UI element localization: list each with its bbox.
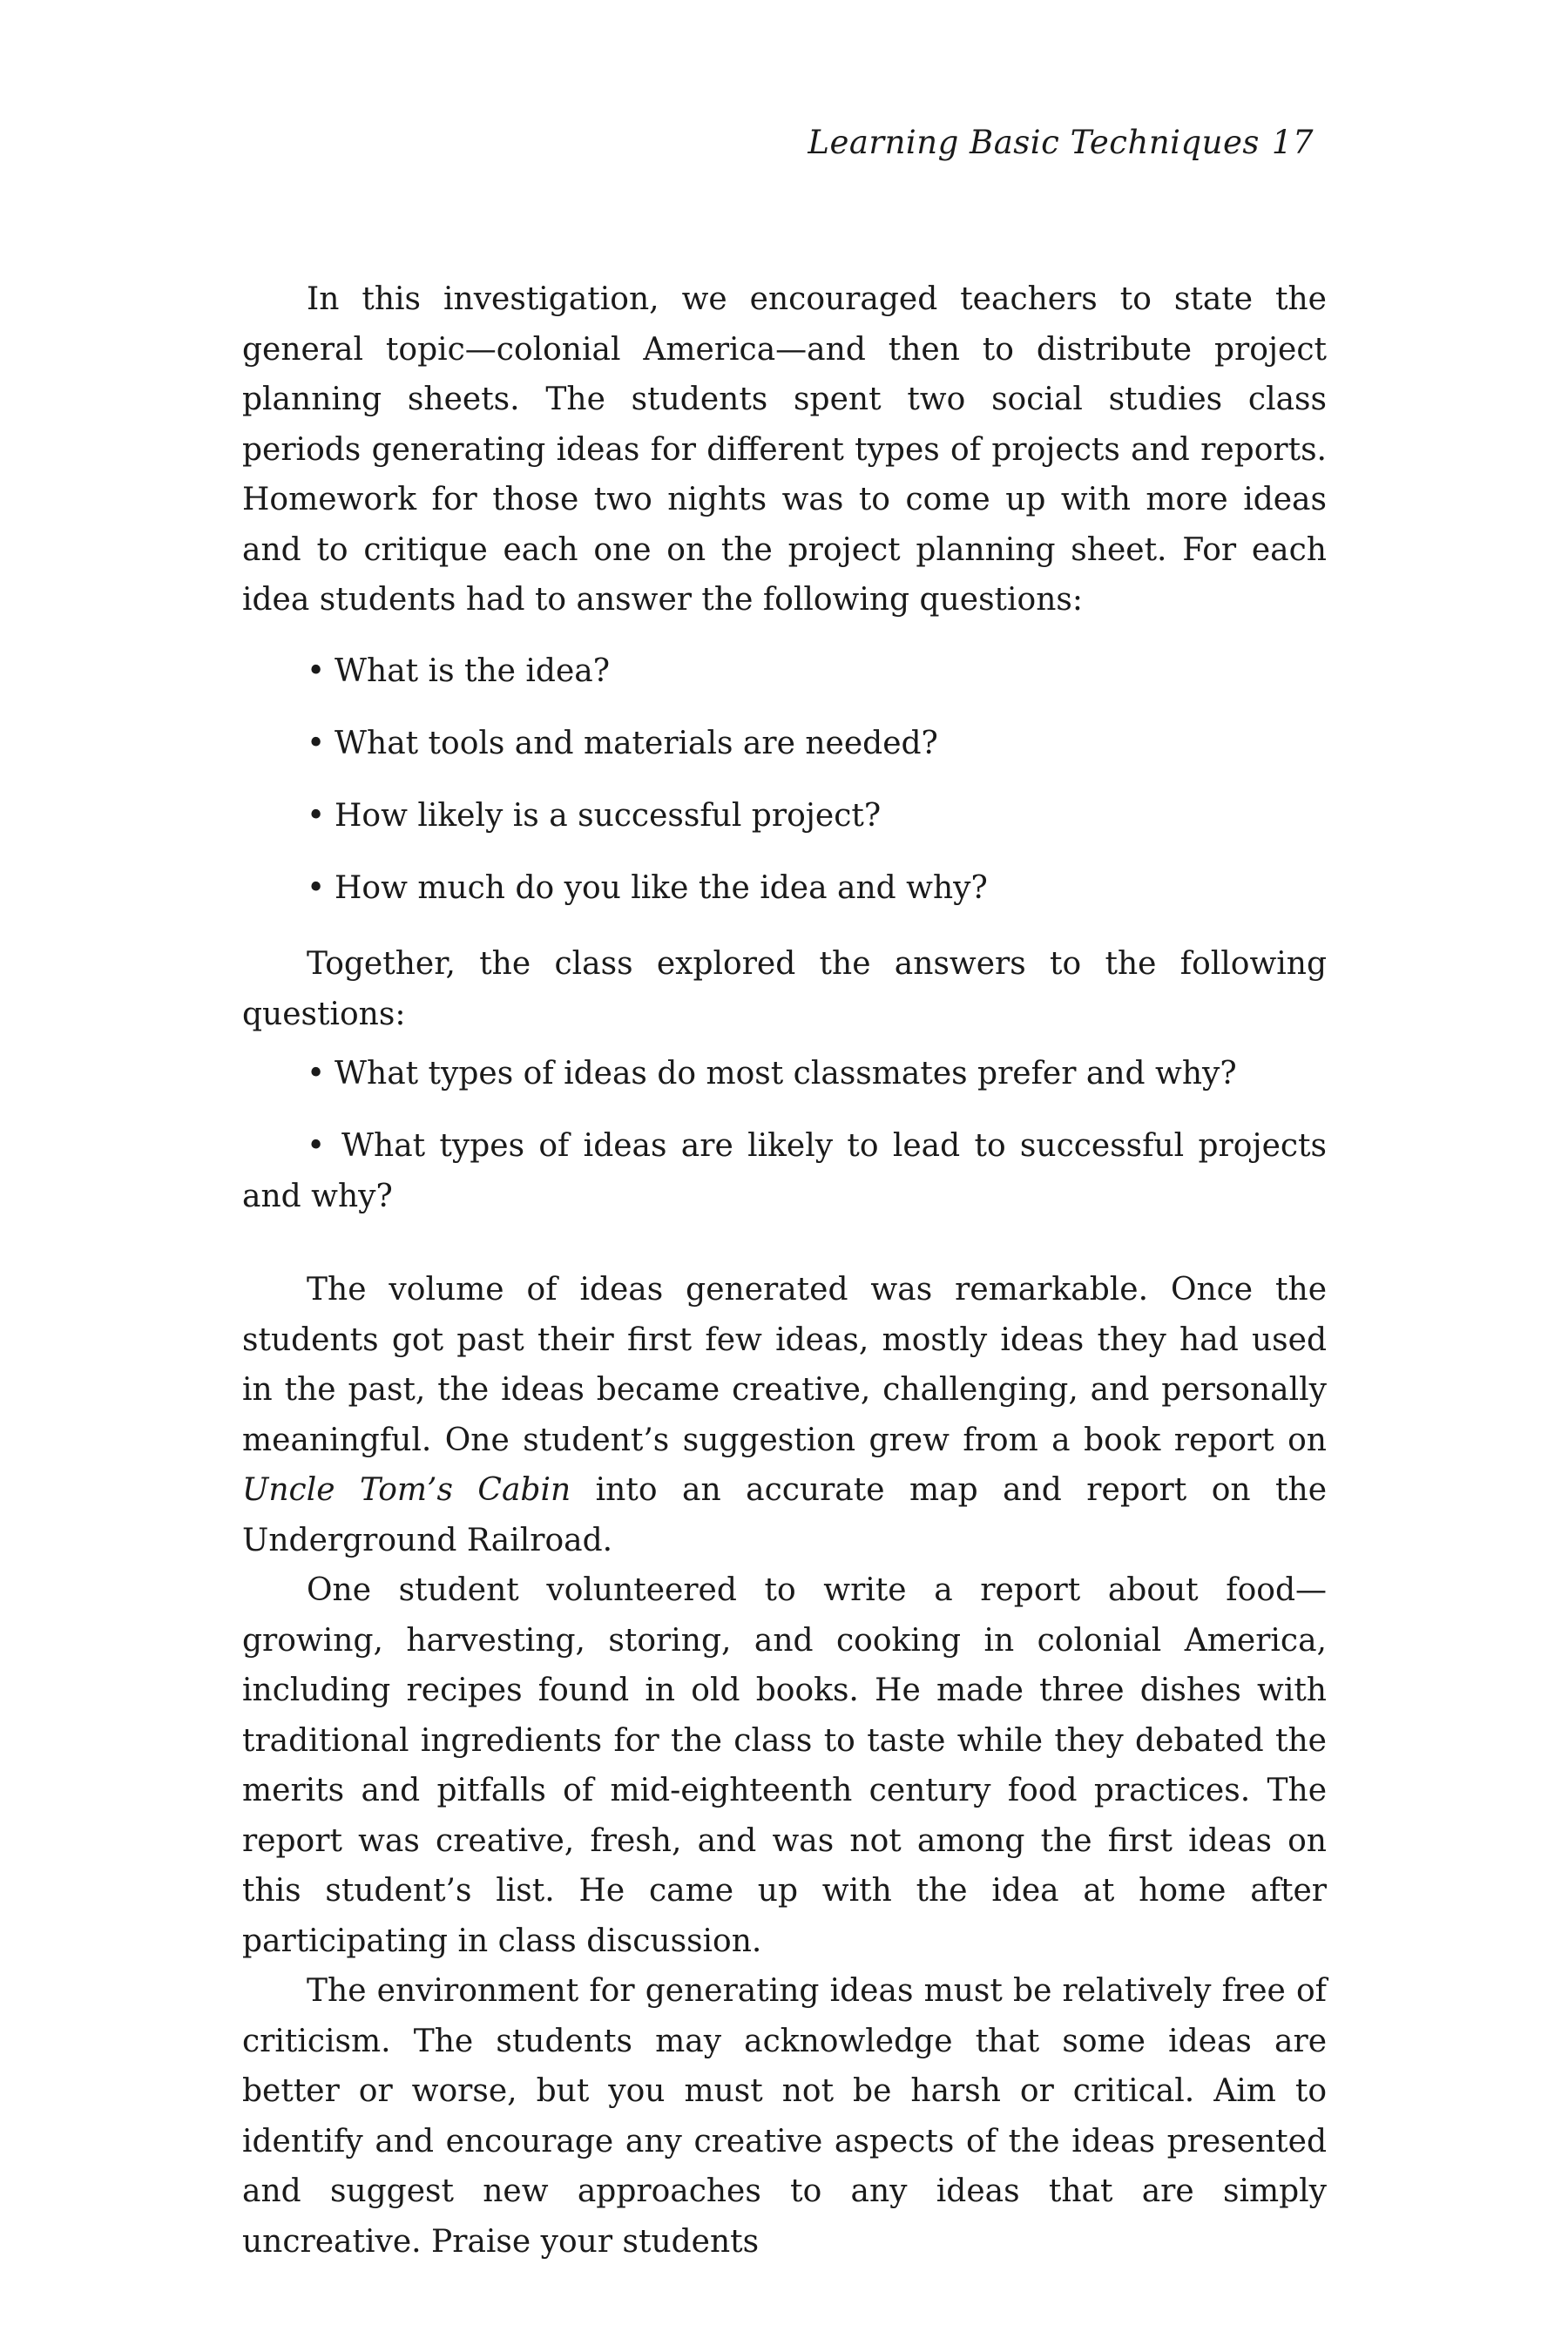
bullet-icon: •: [307, 725, 326, 761]
bullet-icon: •: [307, 652, 326, 689]
class-question-list: [242, 1049, 1327, 1099]
paragraph-class-questions: Together, the class explored the answers to the following questions:: [242, 946, 1327, 1032]
book-title: Uncle Tom’s Cabin: [242, 1472, 571, 1508]
page-number: 17: [1271, 124, 1314, 161]
question-list: [242, 646, 1327, 914]
list-item: • What types of ideas are likely to lead to successful projects and why?: [242, 1121, 1327, 1221]
paragraph-intro: In this investigation, we encouraged teachers to state the general topic—colonial America—and then to distribute project planning sheets. The students spent two social studies class periods generating ideas for different types of projects and reports. Homework for those two nights was to come up with more ideas and to critique each one on the project planning sheet. For each idea students had to answer the following questions:: [242, 281, 1327, 618]
body-text: [242, 274, 1327, 2267]
running-title: Learning Basic Techniques: [808, 124, 1260, 161]
list-item: • What tools and materials are needed?: [307, 719, 1327, 769]
list-item: • What types of ideas do most classmates prefer and why?: [307, 1049, 1327, 1099]
paragraph-food-report: One student volunteered to write a report about food—growing, harvesting, storing, and cooking in colonial America, including recipes found in old books. He made three dishes with traditional ingredients for the class to taste while they debated the merits and pitfalls of mid-eighteenth century food practices. The report was creative, fresh, and was not among the first ideas on this student’s list. He came up with the idea at home after participating in class discussion.: [242, 1572, 1327, 1959]
bullet-icon: •: [307, 869, 326, 906]
paragraph-environment: The environment for generating ideas must be relatively free of criticism. The students may acknowledge that some ideas are better or worse, but you must not be harsh or critical. Aim to identify and encourage any creative aspects of the ideas presented and suggest new approaches to any ideas that are simply uncreative. Praise your students: [242, 1973, 1327, 2260]
bullet-icon: •: [307, 797, 326, 834]
list-item: • What is the idea?: [307, 646, 1327, 697]
list-item: • How likely is a successful project?: [307, 791, 1327, 841]
bullet-icon: •: [307, 1128, 326, 1164]
bullet-icon: •: [307, 1056, 326, 1092]
running-head: [808, 124, 1314, 161]
paragraph-volume: The volume of ideas generated was remarkable. Once the students got past their first few ideas, mostly ideas they had used in the past, the ideas became creative, challenging, and personally meaningful. One student’s suggestion grew from a book report on Uncle Tom’s Cabin into an accurate map and report on the Underground Railroad.: [242, 1272, 1327, 1558]
list-item: • How much do you like the idea and why?: [307, 863, 1327, 914]
